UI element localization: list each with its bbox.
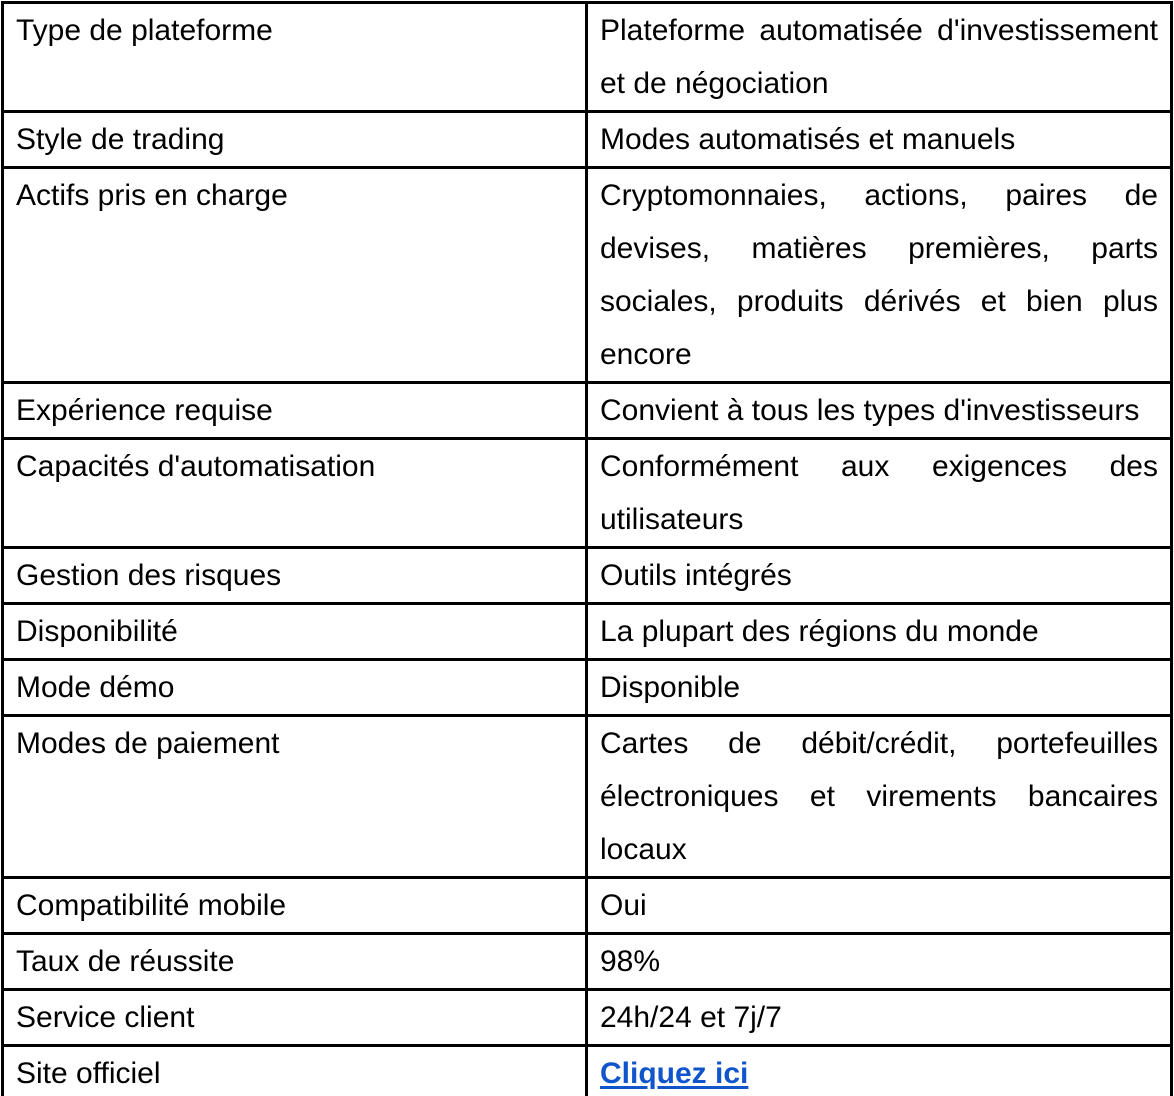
table-row [3, 716, 1172, 878]
platform-info-table [1, 1, 1173, 1096]
row-label-experience-required: Expérience requise [3, 383, 587, 439]
table-row [3, 112, 1172, 168]
row-label-payment-methods: Modes de paiement [3, 716, 587, 878]
row-label-official-site: Site officiel [3, 1046, 587, 1096]
row-value-mobile-compatibility: Oui [587, 878, 1172, 934]
row-value-payment-methods: Cartes de débit/crédit, portefeuilles électroniques et virements bancaires locaux [587, 716, 1172, 878]
table-row [3, 990, 1172, 1046]
table-row [3, 439, 1172, 548]
official-site-link[interactable]: Cliquez ici [600, 1057, 749, 1090]
row-label-platform-type: Type de plateforme [3, 3, 587, 112]
row-value-customer-service: 24h/24 et 7j/7 [587, 990, 1172, 1046]
row-value-experience-required: Convient à tous les types d'investisseurs [587, 383, 1172, 439]
table-row [3, 3, 1172, 112]
row-value-availability: La plupart des régions du monde [587, 604, 1172, 660]
row-label-customer-service: Service client [3, 990, 587, 1046]
table-row [3, 934, 1172, 990]
row-value-platform-type: Plateforme automatisée d'investissement et de négociation [587, 3, 1172, 112]
row-label-availability: Disponibilité [3, 604, 587, 660]
table-row [3, 383, 1172, 439]
row-value-trading-style: Modes automatisés et manuels [587, 112, 1172, 168]
table-row [3, 878, 1172, 934]
row-label-supported-assets: Actifs pris en charge [3, 168, 587, 383]
table-row [3, 604, 1172, 660]
row-label-risk-management: Gestion des risques [3, 548, 587, 604]
table-row [3, 548, 1172, 604]
row-label-trading-style: Style de trading [3, 112, 587, 168]
row-label-automation-capabilities: Capacités d'automatisation [3, 439, 587, 548]
row-label-demo-mode: Mode démo [3, 660, 587, 716]
row-value-risk-management: Outils intégrés [587, 548, 1172, 604]
table-row [3, 168, 1172, 383]
row-value-success-rate: 98% [587, 934, 1172, 990]
row-value-demo-mode: Disponible [587, 660, 1172, 716]
table-row [3, 660, 1172, 716]
row-value-supported-assets: Cryptomonnaies, actions, paires de devises, matières premières, parts sociales, produits dérivés et bien plus encore [587, 168, 1172, 383]
row-label-mobile-compatibility: Compatibilité mobile [3, 878, 587, 934]
row-label-success-rate: Taux de réussite [3, 934, 587, 990]
table-row [3, 1046, 1172, 1096]
row-value-official-site [587, 1046, 1172, 1096]
row-value-automation-capabilities: Conformément aux exigences des utilisateurs [587, 439, 1172, 548]
